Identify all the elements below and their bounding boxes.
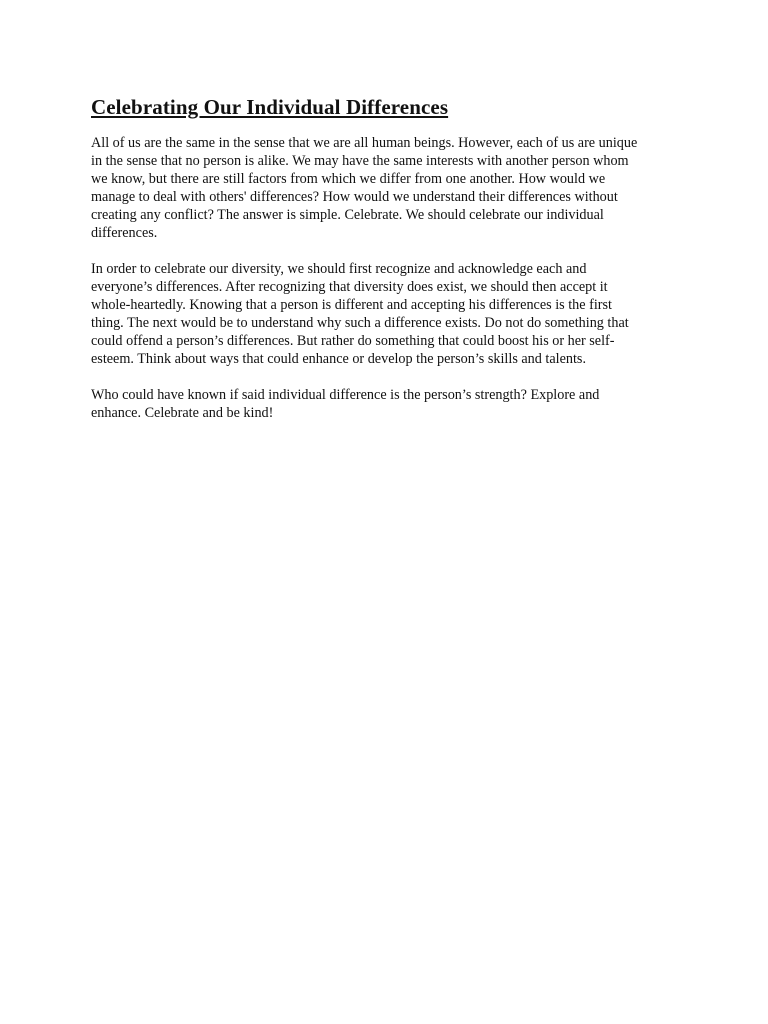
paragraph-line: manage to deal with others' differences? How would we understand their differences without xyxy=(91,189,618,205)
document-body xyxy=(91,92,691,440)
paragraph-line: creating any conflict? The answer is simple. Celebrate. We should celebrate our individual xyxy=(91,207,604,223)
paragraph-line: we know, but there are still factors from which we differ from one another. How would we xyxy=(91,171,606,187)
paragraph-line: whole-heartedly. Knowing that a person is different and accepting his differences is the first xyxy=(91,297,612,313)
paragraph-2 xyxy=(91,260,691,368)
paragraph-line: everyone’s differences. After recognizing that diversity does exist, we should then accept it xyxy=(91,279,608,295)
paragraph-line: In order to celebrate our diversity, we should first recognize and acknowledge each and xyxy=(91,261,587,277)
paragraph-line: differences. xyxy=(91,225,158,241)
paragraph-line: esteem. Think about ways that could enhance or develop the person’s skills and talents. xyxy=(91,351,586,367)
paragraph-line: All of us are the same in the sense that we are all human beings. However, each of us are unique xyxy=(91,135,638,151)
paragraph-3 xyxy=(91,386,691,422)
paragraph-1 xyxy=(91,134,691,242)
paragraph-line: Who could have known if said individual difference is the person’s strength? Explore and xyxy=(91,387,600,403)
document-title: Celebrating Our Individual Differences xyxy=(91,95,449,119)
paragraph-line: could offend a person’s differences. But rather do something that could boost his or her self- xyxy=(91,333,615,349)
paragraph-line: in the sense that no person is alike. We may have the same interests with another person whom xyxy=(91,153,629,169)
paragraph-line: thing. The next would be to understand why such a difference exists. Do not do something that xyxy=(91,315,629,331)
paragraph-line: enhance. Celebrate and be kind! xyxy=(91,405,274,421)
